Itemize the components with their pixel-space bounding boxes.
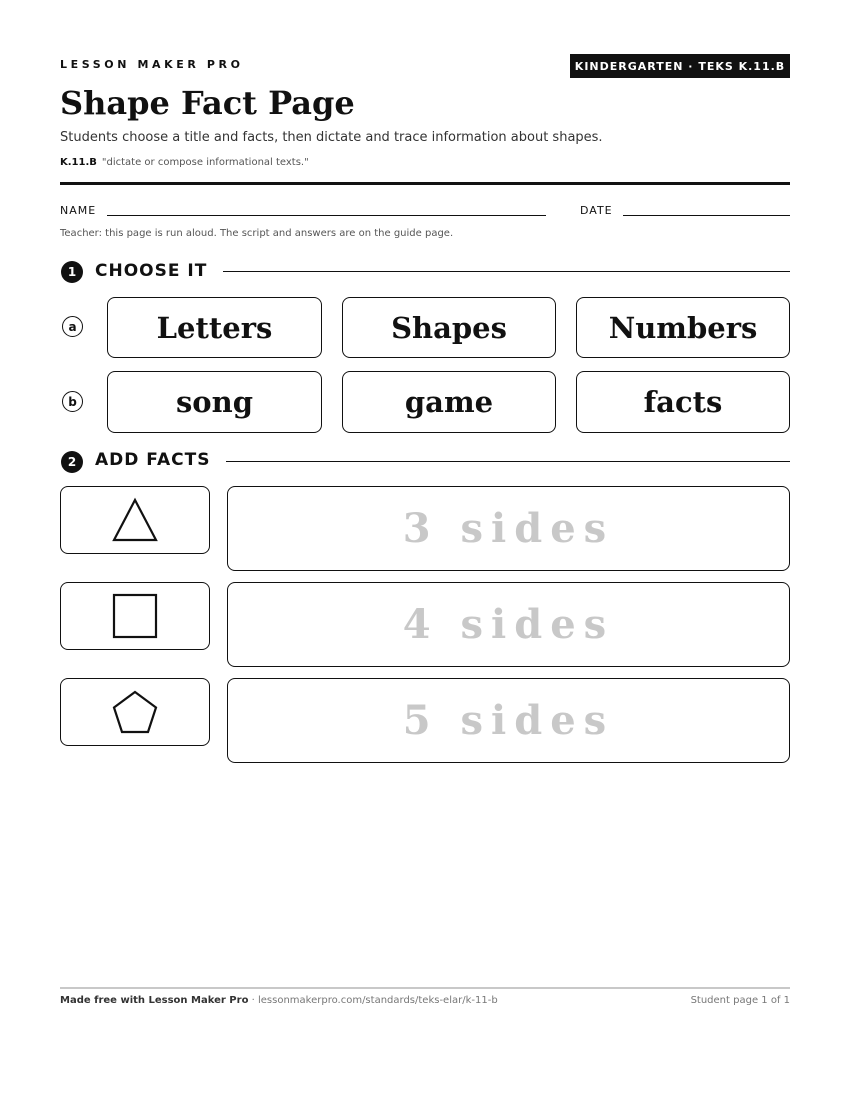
choice-shapes[interactable]: Shapes (342, 297, 556, 358)
square-icon (112, 593, 158, 639)
date-field[interactable] (623, 215, 790, 216)
standard-reference (60, 157, 309, 168)
section-2-divider (226, 461, 790, 462)
shape-card-square (60, 582, 210, 650)
triangle-icon (111, 497, 159, 543)
footer-url[interactable]: · lessonmakerpro.com/standards/teks-elar/k-11-b (248, 995, 498, 1006)
section-2-title: ADD FACTS (95, 450, 211, 470)
choice-numbers[interactable]: Numbers (576, 297, 790, 358)
choice-game[interactable]: game (342, 371, 556, 433)
page-subtitle: Students choose a title and facts, then dictate and trace information about shapes. (60, 130, 603, 145)
row-b-marker: b (62, 391, 83, 412)
fact-trace-box-3[interactable]: 5 sides (227, 678, 790, 763)
grade-standard-badge: KINDERGARTEN · TEKS K.11.B (570, 54, 790, 78)
header-divider (60, 182, 790, 185)
fact-trace-box-1[interactable]: 3 sides (227, 486, 790, 571)
shape-card-triangle (60, 486, 210, 554)
footer-made-with: Made free with Lesson Maker Pro (60, 995, 249, 1006)
brand-name: LESSON MAKER PRO (60, 58, 244, 71)
section-1-number: 1 (61, 261, 83, 283)
name-label: NAME (60, 204, 97, 217)
name-field[interactable] (107, 215, 546, 216)
choice-song[interactable]: song (107, 371, 322, 433)
date-label: DATE (580, 204, 613, 217)
section-1-divider (223, 271, 790, 272)
teacher-note: Teacher: this page is run aloud. The script and answers are on the guide page. (60, 228, 454, 239)
standard-code: K.11.B (60, 157, 97, 168)
choice-letters[interactable]: Letters (107, 297, 322, 358)
row-a-marker: a (62, 316, 83, 337)
page-title: Shape Fact Page (60, 84, 355, 122)
standard-text: "dictate or compose informational texts." (101, 157, 309, 168)
pentagon-icon (111, 689, 159, 735)
footer-credit (60, 995, 498, 1006)
footer-page-number: Student page 1 of 1 (690, 995, 790, 1006)
section-2-number: 2 (61, 451, 83, 473)
fact-trace-box-2[interactable]: 4 sides (227, 582, 790, 667)
shape-card-pentagon (60, 678, 210, 746)
footer-divider (60, 987, 790, 989)
section-1-title: CHOOSE IT (95, 261, 208, 281)
choice-facts[interactable]: facts (576, 371, 790, 433)
